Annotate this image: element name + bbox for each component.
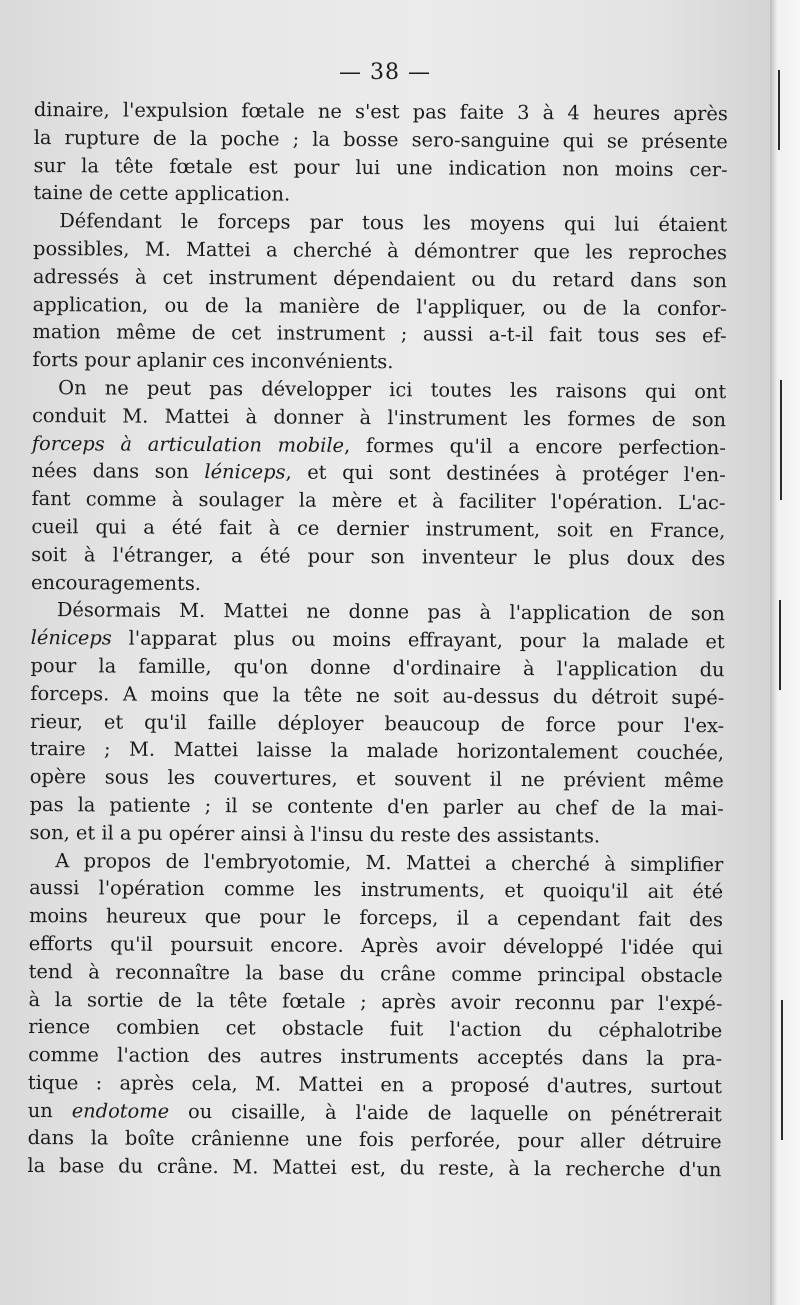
text-line: rieur, et qu'il faille déployer beaucoup de force pour l'ex- [30, 709, 725, 737]
text-line: pour la famille, qu'on donne d'ordinaire à l'application du [30, 653, 725, 682]
text-line: aussi l'opération comme les instruments, et quoiqu'il ait été [29, 876, 724, 904]
text-line [31, 624, 725, 656]
text-line: Défendant le forceps par tous les moyens qui lui étaient [59, 209, 728, 237]
text-line: conduit M. Mattei à donner à l'instrument les formes de son [31, 403, 727, 431]
edge-mark [781, 1000, 783, 1140]
text-line: tend à reconnaître la base du crâne comme principal obstacle [28, 959, 723, 987]
text-line: encouragements. [30, 570, 202, 595]
text-segment: l'apparat plus ou moins effrayant, pour la malade et [111, 626, 725, 654]
text-line: mation même de cet instrument ; aussi a-t-il fait tous ses ef- [32, 320, 727, 348]
text-line [28, 1097, 722, 1129]
text-line: tique : après cela, M. Mattei en a proposé d'autres, surtout [27, 1070, 723, 1099]
text-segment: ou cisaille, à l'aide de laquelle on pénétrerait [169, 1099, 722, 1126]
text-line: pas la patiente ; il se contente d'en parler au chef de la mai- [29, 792, 724, 821]
edge-mark [780, 380, 782, 500]
body-text [27, 96, 728, 1184]
italic-term: léniceps [204, 460, 286, 484]
text-line: opère sous les couvertures, et souvent il ne prévient même [29, 765, 724, 793]
edge-mark [778, 70, 780, 150]
text-line: rience combien cet obstacle fuit l'action du céphalotribe [28, 1015, 723, 1043]
italic-term: forceps à articulation mobile [31, 431, 345, 457]
text-line: fant comme à soulager la mère et à faciliter l'opération. L'ac- [31, 487, 726, 515]
text-line: moins heureux que pour le forceps, il a cependant fait des [28, 904, 724, 932]
text-line: traire ; M. Mattei laisse la malade horizontalement couchée, [29, 737, 725, 765]
text-line: Désormais M. Mattei ne donne pas à l'application de son [56, 598, 725, 626]
text-segment: , et qui sont destinées à protéger l'en- [285, 460, 726, 487]
text-segment: , formes qu'il a encore perfection- [343, 433, 726, 459]
text-line [32, 430, 726, 462]
text-line: A propos de l'embryotomie, M. Mattei a cherché à simplifier [55, 848, 724, 876]
text-line: forts pour aplanir ces inconvénients. [32, 348, 394, 374]
text-line: son, et il a pu opérer ainsi à l'insu du reste des assistants. [29, 820, 601, 848]
text-line: dans la boîte crânienne une fois perforée, pour aller détruire [27, 1126, 722, 1154]
edge-mark [779, 600, 781, 690]
text-line: On ne peut pas développer ici toutes les raisons qui ont [58, 376, 727, 404]
text-line: la rupture de la poche ; la bosse sero-sanguine qui se présente [33, 125, 728, 154]
text-segment: un [27, 1098, 72, 1122]
text-line: cueil qui a été fait à ce dernier instrument, soit en France, [31, 514, 726, 543]
text-line: efforts qu'il poursuit encore. Après avoir développé l'idée qui [28, 931, 723, 960]
text-line: soit à l'étranger, a été pour son inventeur le plus doux des [31, 542, 726, 570]
text-line: adressés à cet instrument dépendaient ou du retard dans son [32, 264, 727, 293]
text-line: à la sortie de la tête fœtale ; après avoir reconnu par l'expé- [28, 987, 723, 1015]
text-line: possibles, M. Mattei a cherché à démontrer que les reproches [32, 236, 728, 265]
text-line: application, ou de la manière de l'appliquer, ou de la confor- [32, 292, 727, 320]
italic-term: léniceps [30, 626, 112, 650]
page-edge [770, 0, 800, 1305]
page-number: — 38 — [339, 60, 431, 85]
text-line: comme l'action des autres instruments acceptés dans la pra- [28, 1043, 723, 1071]
text-line: la base du crâne. M. Mattei est, du reste, à la recherche d'un [27, 1154, 722, 1182]
text-line: dinaire, l'expulsion fœtale ne s'est pas faite 3 à 4 heures après [33, 97, 728, 126]
text-line: taine de cette application. [33, 181, 291, 206]
text-segment: nées dans son [31, 459, 205, 484]
text-line: forceps. A moins que la tête ne soit au-dessus du détroit supé- [30, 681, 725, 709]
text-line [32, 457, 726, 489]
italic-term: endotome [71, 1098, 170, 1123]
text-line: sur la tête fœtale est pour lui une indication non moins cer- [33, 153, 728, 181]
